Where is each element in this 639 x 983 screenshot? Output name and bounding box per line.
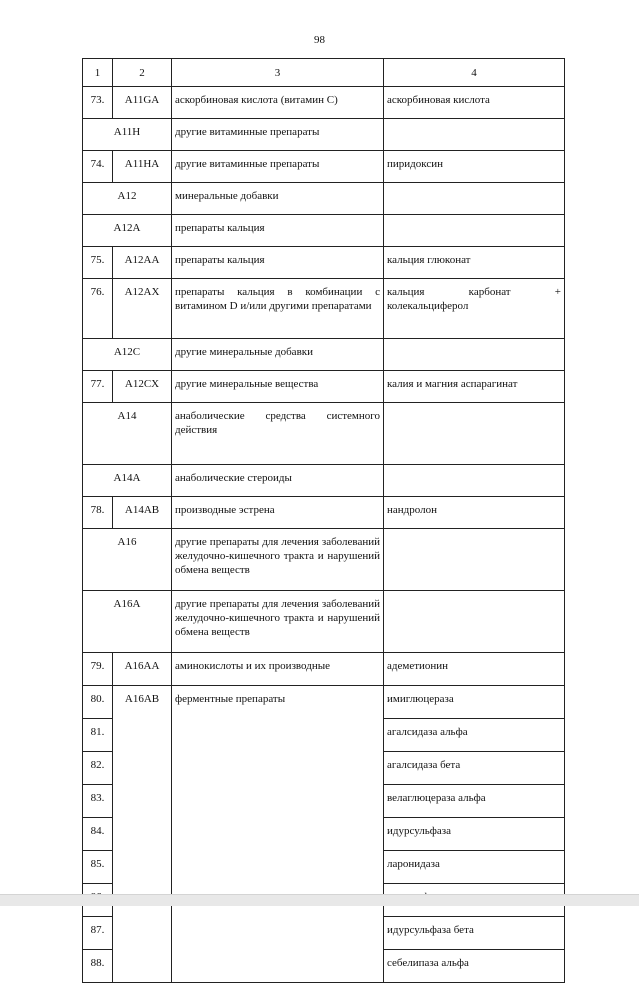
- atc-code: A12AA: [113, 247, 172, 279]
- table-row: [83, 183, 565, 215]
- group-name: препараты кальция: [172, 247, 384, 279]
- viewer-bottom-edge: [0, 894, 639, 906]
- table-row: [83, 653, 565, 686]
- group-name: другие минеральные вещества: [172, 371, 384, 403]
- drug-name: идурсульфаза бета: [384, 917, 565, 950]
- drug-name-empty: [384, 591, 565, 653]
- drug-name: аскорбиновая кислота: [384, 87, 565, 119]
- row-number: 80.: [83, 686, 113, 719]
- row-number: 88.: [83, 950, 113, 983]
- row-number: 84.: [83, 818, 113, 851]
- drug-name-empty: [384, 529, 565, 591]
- drug-name-empty: [384, 465, 565, 497]
- table-row: [83, 119, 565, 151]
- table-header-row: [83, 59, 565, 87]
- drug-name-line: [387, 285, 561, 299]
- row-number: 82.: [83, 752, 113, 785]
- drug-name: идурсульфаза: [384, 818, 565, 851]
- atc-code: A14AB: [113, 497, 172, 529]
- atc-code: A12AX: [113, 279, 172, 339]
- table-row: [83, 403, 565, 465]
- drug-name: велаглюцераза альфа: [384, 785, 565, 818]
- group-name: ферментные препараты: [172, 686, 384, 983]
- drug-name-empty: [384, 339, 565, 371]
- column-header: 4: [384, 59, 565, 87]
- atc-code: A12A: [83, 215, 172, 247]
- row-number: 81.: [83, 719, 113, 752]
- row-number: 74.: [83, 151, 113, 183]
- row-number: 73.: [83, 87, 113, 119]
- table-row: [83, 497, 565, 529]
- row-number: 76.: [83, 279, 113, 339]
- drug-name: нандролон: [384, 497, 565, 529]
- table-row: [83, 465, 565, 497]
- row-number: 83.: [83, 785, 113, 818]
- drug-name: калия и магния аспарагинат: [384, 371, 565, 403]
- atc-code: A12C: [83, 339, 172, 371]
- atc-code: A11HA: [113, 151, 172, 183]
- drug-name: пиридоксин: [384, 151, 565, 183]
- drug-name-part: карбонат: [468, 286, 511, 298]
- drug-name: имиглюцераза: [384, 686, 565, 719]
- table-row: [83, 151, 565, 183]
- row-number: 75.: [83, 247, 113, 279]
- atc-code: A11GA: [113, 87, 172, 119]
- atc-code: A12CX: [113, 371, 172, 403]
- drug-name: ларонидаза: [384, 851, 565, 884]
- table-row: [83, 529, 565, 591]
- group-name: препараты кальция в комбинации с витамином D и/или другими препаратами: [172, 279, 384, 339]
- group-name: препараты кальция: [172, 215, 384, 247]
- table-row: [83, 87, 565, 119]
- table-row: [83, 591, 565, 653]
- row-number: 78.: [83, 497, 113, 529]
- group-name: аскорбиновая кислота (витамин С): [172, 87, 384, 119]
- drug-name-part: +: [554, 286, 561, 298]
- table-row: [83, 371, 565, 403]
- group-name: аминокислоты и их производные: [172, 653, 384, 686]
- drug-name-part: кальция: [387, 286, 425, 298]
- group-name: минеральные добавки: [172, 183, 384, 215]
- column-header: 1: [83, 59, 113, 87]
- drug-name: агалсидаза бета: [384, 752, 565, 785]
- group-name: другие минеральные добавки: [172, 339, 384, 371]
- drug-name-empty: [384, 183, 565, 215]
- atc-code: A16AB: [113, 686, 172, 983]
- table-row: [83, 339, 565, 371]
- atc-code: A16AA: [113, 653, 172, 686]
- group-name: производные эстрена: [172, 497, 384, 529]
- table-row: [83, 686, 565, 719]
- drug-name-empty: [384, 119, 565, 151]
- group-name: другие препараты для лечения заболеваний желудочно-кишечного тракта и нарушений обмена веществ: [172, 591, 384, 653]
- drug-name-empty: [384, 215, 565, 247]
- drug-name-part: колекальциферол: [387, 300, 469, 312]
- page-number: 98: [314, 34, 325, 46]
- drug-name: агалсидаза альфа: [384, 719, 565, 752]
- table-row: [83, 247, 565, 279]
- atc-code: A12: [83, 183, 172, 215]
- group-name: анаболические стероиды: [172, 465, 384, 497]
- table-row: [83, 215, 565, 247]
- group-name: другие препараты для лечения заболеваний желудочно-кишечного тракта и нарушений обмена веществ: [172, 529, 384, 591]
- atc-code: A16: [83, 529, 172, 591]
- group-name: анаболические средства системного действия: [172, 403, 384, 465]
- row-number: 79.: [83, 653, 113, 686]
- atc-code: A14: [83, 403, 172, 465]
- row-number: 87.: [83, 917, 113, 950]
- drug-name: себелипаза альфа: [384, 950, 565, 983]
- drug-name: кальция глюконат: [384, 247, 565, 279]
- group-name: другие витаминные препараты: [172, 119, 384, 151]
- atc-code: A14A: [83, 465, 172, 497]
- row-number: 77.: [83, 371, 113, 403]
- drug-name: [384, 279, 565, 339]
- drug-name: адеметионин: [384, 653, 565, 686]
- drug-name-empty: [384, 403, 565, 465]
- drug-table: [82, 58, 565, 983]
- row-number: 85.: [83, 851, 113, 884]
- table-row: [83, 279, 565, 339]
- atc-code: A16A: [83, 591, 172, 653]
- atc-code: A11H: [83, 119, 172, 151]
- group-name: другие витаминные препараты: [172, 151, 384, 183]
- column-header: 2: [113, 59, 172, 87]
- column-header: 3: [172, 59, 384, 87]
